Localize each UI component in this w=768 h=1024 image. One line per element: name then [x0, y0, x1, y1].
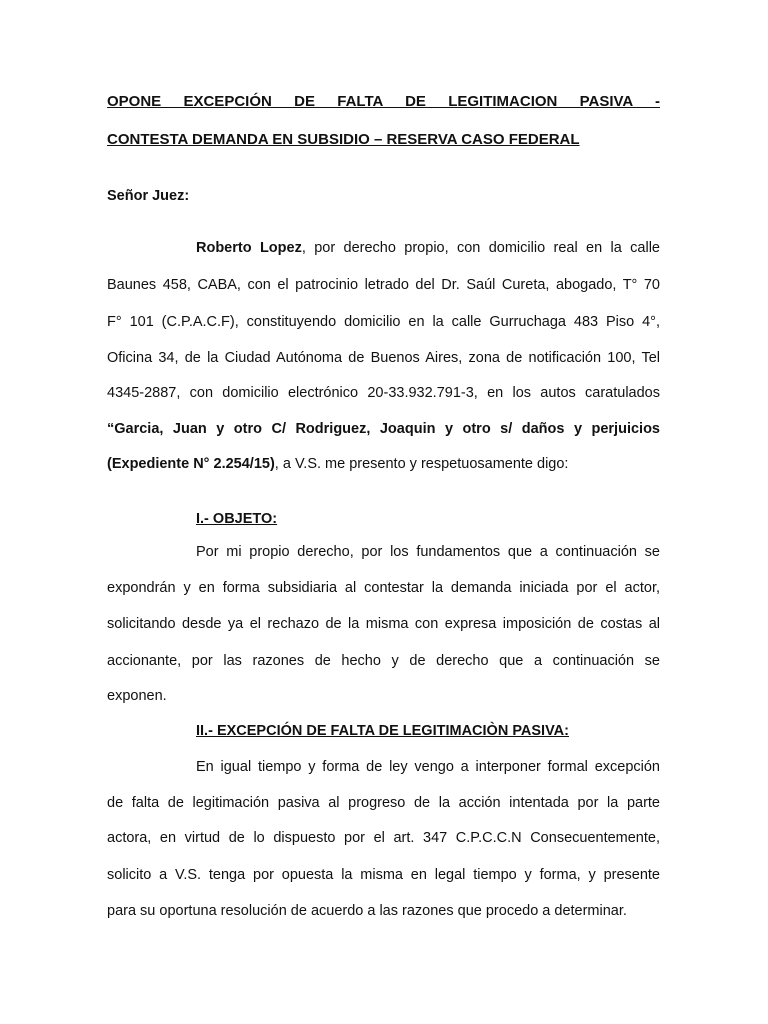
section-1-heading: I.- OBJETO: — [196, 511, 278, 527]
intro-line-7-text: , a V.S. me presento y respetuosamente digo: — [274, 456, 569, 472]
section-1-line-5: exponen. — [107, 688, 167, 704]
section-2-line-5: para su oportuna resolución de acuerdo a las razones que procedo a determinar. — [107, 903, 627, 919]
document-title-line-2: CONTESTA DEMANDA EN SUBSIDIO – RESERVA CASO FEDERAL — [107, 131, 580, 148]
section-1-line-3: solicitando desde ya el rechazo de la misma con expresa imposición de costas al — [107, 616, 660, 632]
document-title-line-1: OPONE EXCEPCIÓN DE FALTA DE LEGITIMACION PASIVA - — [107, 93, 660, 110]
section-2-line-3: actora, en virtud de lo dispuesto por el art. 347 C.P.C.C.N Consecuentemente, — [107, 830, 660, 846]
intro-line-4: Oficina 34, de la Ciudad Autónoma de Buenos Aires, zona de notificación 100, Tel — [107, 350, 660, 366]
intro-line-1 — [196, 239, 660, 257]
intro-line-2: Baunes 458, CABA, con el patrocinio letrado del Dr. Saúl Cureta, abogado, T° 70 — [107, 277, 660, 293]
section-1-line-2: expondrán y en forma subsidiaria al contestar la demanda iniciada por el actor, — [107, 580, 660, 596]
section-2-line-4: solicito a V.S. tenga por opuesta la misma en legal tiempo y forma, y presente — [107, 867, 660, 883]
case-number: (Expediente N° 2.254/15) — [107, 456, 275, 472]
intro-line-7 — [107, 455, 660, 473]
salutation: Señor Juez: — [107, 188, 190, 204]
case-title: “Garcia, Juan y otro C/ Rodriguez, Joaquin y otro s/ daños y perjuicios — [107, 421, 660, 437]
intro-line-5: 4345-2887, con domicilio electrónico 20-33.932.791-3, en los autos caratulados — [107, 385, 660, 401]
section-1-line-4: accionante, por las razones de hecho y de derecho que a continuación se — [107, 653, 660, 669]
section-2-line-2: de falta de legitimación pasiva al progreso de la acción intentada por la parte — [107, 795, 660, 811]
section-2-heading: II.- EXCEPCIÓN DE FALTA DE LEGITIMACIÒN PASIVA: — [196, 723, 569, 739]
party-name: Roberto Lopez — [196, 240, 302, 256]
section-2-line-1: En igual tiempo y forma de ley vengo a interponer formal excepción — [196, 759, 660, 775]
section-1-line-1: Por mi propio derecho, por los fundamentos que a continuación se — [196, 544, 660, 560]
intro-line-3: F° 101 (C.P.A.C.F), constituyendo domicilio en la calle Gurruchaga 483 Piso 4°, — [107, 314, 660, 330]
intro-line-1-text: , por derecho propio, con domicilio real en la calle — [301, 240, 660, 256]
